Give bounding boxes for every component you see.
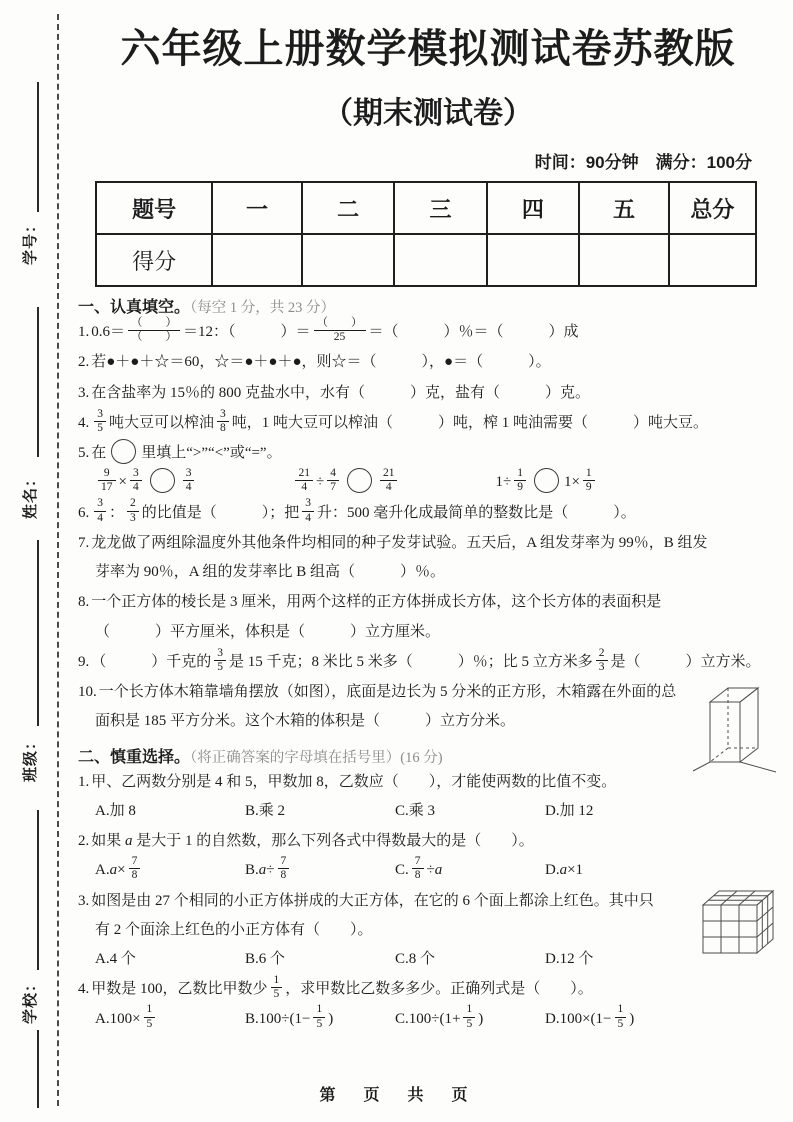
question: 1. 0.6＝ $\frac{( )}{( )}$ ＝12：（ ）＝ $\frac{( )}{25}$ ＝（ ）％＝（ ）成	[78, 316, 579, 344]
fraction: $\frac{7}{8}$	[129, 855, 141, 882]
score-table-score-row	[96, 234, 756, 286]
answer-options	[95, 945, 690, 974]
math-variable: a	[125, 833, 133, 849]
cuboid-box-figure	[692, 674, 778, 774]
score-cell	[579, 234, 669, 286]
math-variable: a	[559, 862, 568, 879]
fraction: $\frac{1}{5}$	[144, 1003, 156, 1030]
answer-option: B.a÷ $\frac{7}{8}$	[245, 856, 395, 885]
section-1-note: （每空 1 分，共 23 分）	[190, 300, 336, 316]
question: 5. 在 里填上“>”“<”或“=”。 $\frac{9}{17}$ × $\frac{3}{4}$ $\frac{3}{4}$ $\frac{21}{4}$ ÷ $\frac{4}{7}$ $\frac{21}{4}$ 1÷ $\frac{1}{9}$ 1× $\frac{1}{9}$	[78, 439, 778, 498]
answer-option: C.乘 3	[395, 802, 436, 819]
score-header-cell: 三	[394, 182, 486, 234]
fraction: $\frac{1}{5}$	[313, 1003, 325, 1030]
fraction: $\frac{1}{9}$	[583, 467, 595, 494]
name-blank-line	[37, 307, 39, 457]
question-number: 2.	[78, 833, 90, 849]
math-variable: a	[434, 862, 443, 879]
class-blank-line	[37, 540, 39, 726]
section-1-title: 一、认真填空。	[78, 299, 191, 316]
section-2-title: 二、慎重选择。	[78, 748, 191, 766]
score-header-cell: 五	[579, 182, 669, 234]
answer-options	[95, 1005, 778, 1034]
fraction: $\frac{7}{8}$	[278, 855, 290, 882]
class-label: 班级：	[23, 734, 39, 783]
question: 3. 在含盐率为 15％的 800 克盐水中，水有（ ）克，盐有（ ）克。	[78, 384, 591, 401]
comparison-circle-blank	[150, 468, 175, 493]
question-number: 1.	[78, 324, 90, 340]
question-number: 4.	[78, 414, 90, 431]
question-number: 3.	[78, 892, 90, 909]
score-table-header-row	[96, 182, 756, 234]
question-number: 4.	[78, 981, 90, 998]
section-2-header	[78, 744, 778, 767]
question: 6. $\frac{3}{4}$ ： $\frac{2}{3}$ 的比值是（ ）；把 $\frac{3}{4}$ 升：500 毫升化成最简单的整数比是（ ）。	[78, 497, 636, 524]
question-number: 1.	[78, 773, 90, 790]
question-number: 3.	[78, 384, 90, 401]
fraction: $\frac{3}{8}$	[217, 408, 229, 435]
answer-option: D.a×1	[545, 862, 584, 879]
answer-option: A.加 8	[95, 802, 136, 819]
comparison-circle-blank	[534, 468, 559, 493]
page-footer: 第 页 共 页	[319, 1087, 474, 1104]
question: 10. 一个长方体木箱靠墙角摆放（如图），底面是边长为 5 分米的正方形，木箱露在外面的总 面积是 185 平方分米。这个木箱的体积是（ ）立方分米。	[78, 678, 778, 737]
comparison-circle-blank	[111, 439, 136, 464]
fraction: $\frac{3}{4}$	[94, 497, 106, 524]
section-1-questions	[78, 318, 778, 737]
fraction: $\frac{4}{7}$	[327, 467, 339, 494]
score-header-cell: 一	[212, 182, 302, 234]
question: 9. （ ）千克的 $\frac{3}{5}$ 是 15 千克；8 米比 5 米多（ ）％；比 5 立方米多 $\frac{2}{3}$ 是（ ）立方米。	[78, 646, 761, 673]
score-header-cell: 二	[302, 182, 394, 234]
score-cell	[487, 234, 579, 286]
question-number: 6.	[78, 504, 90, 521]
fraction: $\frac{21}{4}$	[295, 467, 313, 494]
binding-dashed-line	[57, 14, 59, 1106]
answer-option: B.6 个	[245, 951, 286, 967]
fraction: $\frac{1}{9}$	[514, 467, 526, 494]
score-cell	[394, 234, 486, 286]
fraction: $\frac{1}{5}$	[615, 1003, 627, 1030]
question: 8. 一个正方体的棱长是 3 厘米，用两个这样的正方体拼成长方体，这个长方体的表面积是 （ ）平方厘米，体积是（ ）立方厘米。	[78, 594, 662, 640]
answer-option: D.12 个	[545, 951, 594, 967]
answer-option: B.乘 2	[245, 802, 286, 819]
answer-option: C. $\frac{7}{8}$ ÷a	[395, 855, 443, 882]
question-number: 2.	[78, 354, 90, 371]
fraction: $\frac{3}{5}$	[94, 408, 106, 435]
answer-option: B.100÷(1− $\frac{1}{5}$ )	[245, 1003, 334, 1030]
math-variable: a	[258, 862, 267, 879]
question: 2. 若●＋●＋☆＝60，☆＝●＋●＋●，则☆＝（ ），●＝（ ）。	[78, 354, 551, 371]
fraction: $\frac{7}{8}$	[412, 855, 424, 882]
student-number-label: 学号：	[23, 217, 39, 266]
section-1-header	[78, 294, 778, 317]
math-variable: a	[109, 862, 118, 879]
rubiks-cube-figure	[698, 883, 778, 957]
answer-option: C.8 个	[395, 951, 436, 967]
answer-options	[95, 856, 778, 885]
fraction: $\frac{2}{3}$	[127, 497, 139, 524]
comparison-circle-blank	[347, 468, 372, 493]
fraction: $\frac{9}{17}$	[98, 467, 116, 494]
school-blank-line	[37, 810, 39, 970]
answer-option: A.4 个	[95, 951, 136, 967]
question: 7. 龙龙做了两组除温度外其他条件均相同的种子发芽试验。五天后，A 组发芽率为 99％，B 组发 芽率为 90％，A 组的发芽率比 B 组高（ ）％。	[78, 534, 708, 580]
score-cell	[212, 234, 302, 286]
exam-meta: 时间：90分钟 满分：100分	[534, 153, 752, 172]
score-header-cell: 四	[487, 182, 579, 234]
answer-option: C.100÷(1+ $\frac{1}{5}$ )	[395, 1003, 484, 1030]
fraction: $\frac{3}{4}$	[302, 497, 314, 524]
fraction: $\frac{2}{3}$	[596, 647, 608, 674]
answer-option: D.100×(1− $\frac{1}{5}$ )	[545, 1003, 635, 1030]
question: 3. 如图是由 27 个相同的小正方体拼成的大正方体，在它的 6 个面上都涂上红色。其中只 有 2 个面涂上红色的小正方体有（ ）。 A.4 个 B.6 个 C.8 个 D.12 个	[78, 887, 778, 975]
main-content	[78, 0, 778, 1034]
student-number-blank-line	[37, 82, 39, 212]
page-title: 六年级上册数学模拟测试卷苏教版	[120, 27, 736, 71]
question: 2. 如果 a 是大于 1 的自然数，那么下列各式中得数最大的是（ ）。 A.a× $\frac{7}{8}$ B.a÷ $\frac{7}{8}$ C. $\frac{7}{8}$ ÷a D.a×1	[78, 827, 778, 886]
page-subtitle: （期末测试卷）	[323, 97, 533, 130]
fraction: $\frac{3}{4}$	[130, 467, 142, 494]
fraction: $\frac{( )}{25}$	[314, 317, 366, 344]
school-label: 学校：	[23, 976, 39, 1025]
question-number: 7.	[78, 534, 90, 551]
question: 4. 甲数是 100，乙数比甲数少 $\frac{1}{5}$ ，求甲数比乙数多多少。正确列式是（ ）。 A.100× $\frac{1}{5}$ B.100÷(1− $\frac{1}{5}$ ) C.100÷(1+ $\frac{1}{5}$ ) D.100×(1− $\frac{1}{5}$ )	[78, 975, 778, 1034]
score-header-cell: 题号	[96, 182, 212, 234]
question: 4. $\frac{3}{5}$ 吨大豆可以榨油 $\frac{3}{8}$ 吨，1 吨大豆可以榨油（ ）吨，榨 1 吨油需要（ ）吨大豆。	[78, 407, 709, 434]
name-label: 姓名：	[23, 471, 39, 520]
question-number: 9.	[78, 653, 90, 670]
question-number: 8.	[78, 594, 90, 611]
answer-option: D.加 12	[545, 802, 594, 819]
fraction: $\frac{21}{4}$	[380, 467, 398, 494]
section-2-note: （将正确答案的字母填在括号里）(16 分)	[190, 749, 443, 766]
score-cell	[302, 234, 394, 286]
fraction: $\frac{1}{5}$	[271, 974, 283, 1001]
fraction: $\frac{( )}{( )}$	[128, 317, 180, 344]
question-number: 5.	[78, 445, 90, 461]
score-cell	[669, 234, 756, 286]
answer-option: A.100× $\frac{1}{5}$	[95, 1005, 245, 1034]
answer-options	[95, 797, 778, 826]
section-2-questions	[78, 768, 778, 1034]
score-header-cell: 总分	[669, 182, 756, 234]
question-number: 10.	[78, 684, 97, 700]
score-table	[95, 181, 757, 287]
question: 1. 甲、乙两数分别是 4 和 5，甲数加 8，乙数应（ ），才能使两数的比值不变。 A.加 8 B.乘 2 C.乘 3 D.加 12	[78, 768, 778, 827]
fraction: $\frac{1}{5}$	[463, 1003, 475, 1030]
score-row-label: 得分	[96, 234, 212, 286]
answer-option: A.a× $\frac{7}{8}$	[95, 856, 245, 885]
fraction: $\frac{3}{5}$	[214, 647, 226, 674]
fraction: $\frac{3}{4}$	[183, 467, 195, 494]
